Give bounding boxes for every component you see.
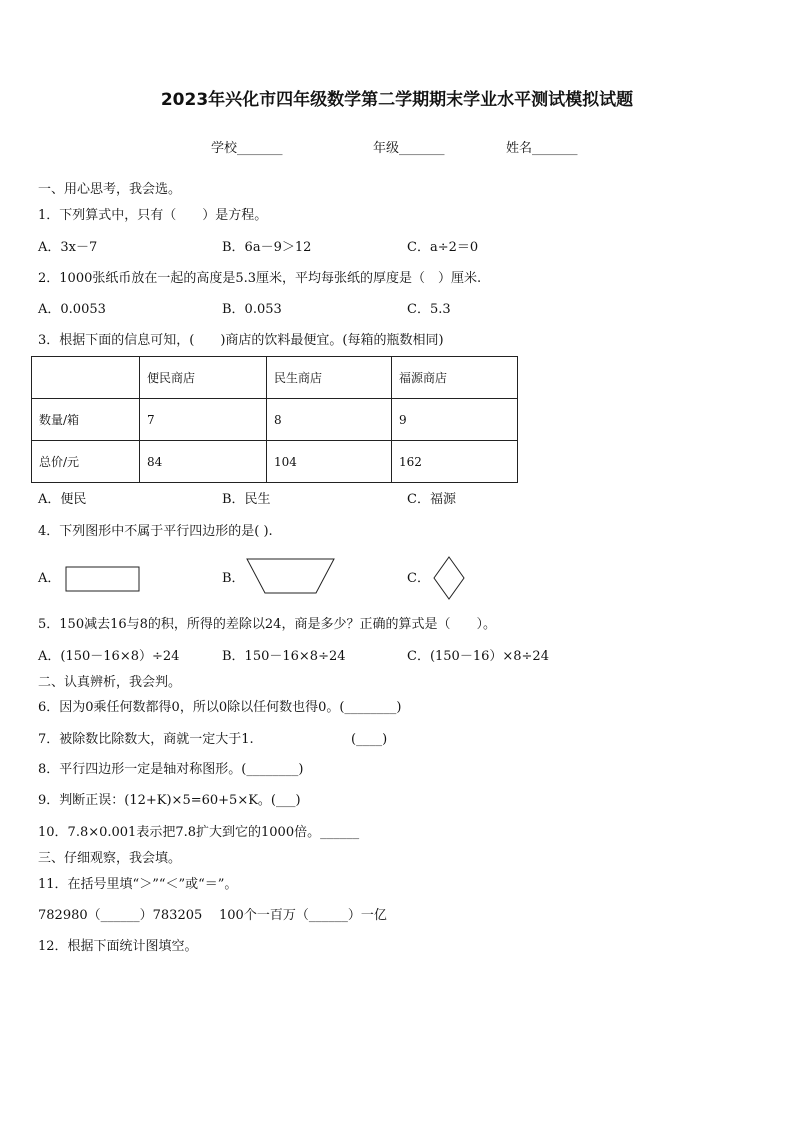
grade-field[interactable]: 年级_______ (373, 141, 445, 156)
table-header-cell: 民生商店 (267, 357, 392, 399)
q4-option-c[interactable]: C． (407, 571, 430, 586)
price-table (31, 356, 518, 483)
q3-option-a[interactable]: A．便民 (38, 492, 87, 507)
table-cell: 9 (392, 399, 518, 441)
q11-item-1[interactable]: 782980（______）783205 (38, 908, 203, 923)
question-3: 3．根据下面的信息可知，( )商店的饮料最便宜。(每箱的瓶数相同) (38, 333, 444, 348)
question-6: 6．因为0乘任何数都得0，所以0除以任何数也得0。(________) (38, 700, 402, 715)
q7-answer-blank[interactable]: (____) (351, 732, 388, 747)
question-1: 1．下列算式中，只有（ ）是方程。 (38, 208, 268, 223)
q3-option-b[interactable]: B．民生 (222, 492, 271, 507)
q2-option-c[interactable]: C．5.3 (407, 302, 451, 317)
table-cell: 84 (140, 441, 267, 483)
section-3-heading: 三、仔细观察，我会填。 (38, 851, 182, 866)
q2-option-b[interactable]: B．0.053 (222, 302, 282, 317)
name-field[interactable]: 姓名_______ (506, 141, 578, 156)
question-2: 2．1000张纸币放在一起的高度是5.3厘米，平均每张纸的厚度是（ ）厘米. (38, 271, 482, 286)
table-cell: 8 (267, 399, 392, 441)
question-4: 4．下列图形中不属于平行四边形的是( ). (38, 524, 273, 539)
question-11: 11．在括号里填“＞”“＜”或“＝”。 (38, 877, 238, 892)
trapezoid-shape (246, 558, 336, 595)
table-row (32, 399, 518, 441)
section-1-heading: 一、用心思考，我会选。 (38, 182, 182, 197)
table-cell: 7 (140, 399, 267, 441)
rectangle-shape (65, 566, 141, 593)
q11-item-2[interactable]: 100个一百万（______）一亿 (219, 908, 387, 923)
table-cell: 162 (392, 441, 518, 483)
q1-option-a[interactable]: A．3x－7 (38, 240, 98, 255)
page-title: 2023年兴化市四年级数学第二学期期末学业水平测试模拟试题 (160, 90, 634, 110)
q5-option-a[interactable]: A．(150－16×8）÷24 (38, 649, 180, 664)
question-9: 9．判断正误：(12+K)×5=60+5×K。(___) (38, 793, 301, 808)
q1-option-b[interactable]: B．6a－9＞12 (222, 240, 312, 255)
table-header-cell: 便民商店 (140, 357, 267, 399)
q5-option-c[interactable]: C．(150－16）×8÷24 (407, 649, 549, 664)
table-cell: 总价/元 (32, 441, 140, 483)
section-2-heading: 二、认真辨析，我会判。 (38, 675, 182, 690)
question-5: 5．150减去16与8的积，所得的差除以24，商是多少？正确的算式是（ ）。 (38, 617, 496, 632)
q3-option-c[interactable]: C．福源 (407, 492, 456, 507)
question-7: 7．被除数比除数大，商就一定大于1. (38, 732, 254, 747)
table-cell: 104 (267, 441, 392, 483)
table-cell: 数量/箱 (32, 399, 140, 441)
table-row (32, 441, 518, 483)
q5-option-b[interactable]: B．150－16×8÷24 (222, 649, 346, 664)
rhombus-shape (433, 556, 465, 601)
q4-option-b[interactable]: B． (222, 571, 245, 586)
table-header-cell: 福源商店 (392, 357, 518, 399)
q4-option-a[interactable]: A． (38, 571, 61, 586)
q1-option-c[interactable]: C．a÷2＝0 (407, 240, 479, 255)
q2-option-a[interactable]: A．0.0053 (38, 302, 106, 317)
table-header-cell (32, 357, 140, 399)
question-12: 12．根据下面统计图填空。 (38, 939, 198, 954)
question-10: 10．7.8×0.001表示把7.8扩大到它的1000倍。______ (38, 825, 360, 840)
question-8: 8．平行四边形一定是轴对称图形。(________) (38, 762, 304, 777)
school-field[interactable]: 学校_______ (211, 141, 283, 156)
